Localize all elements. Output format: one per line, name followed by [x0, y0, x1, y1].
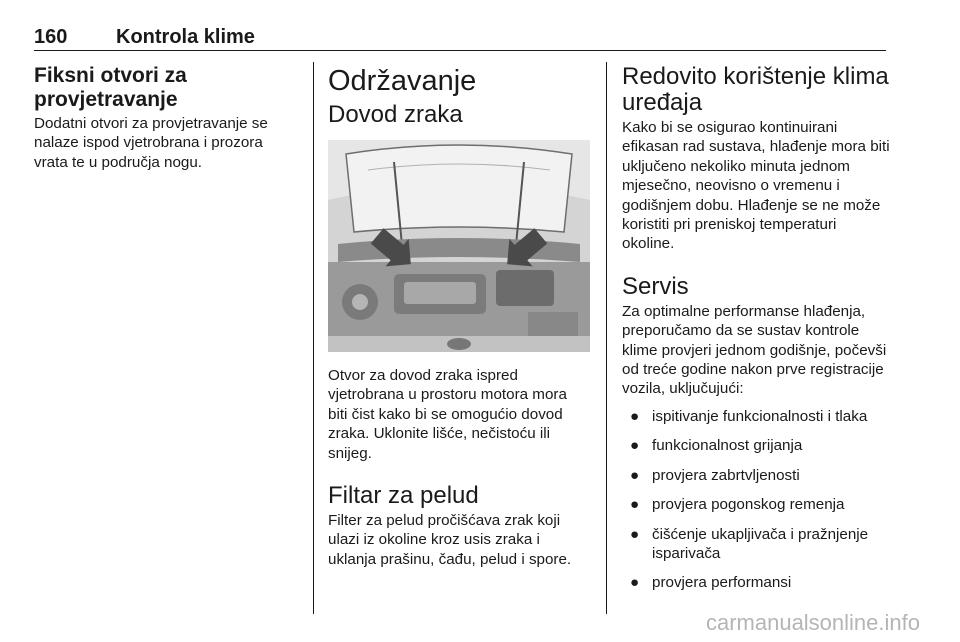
column-regular-use	[622, 64, 890, 603]
column-divider	[606, 62, 607, 614]
air-intake-caption: Otvor za dovod zraka ispred vjetrobrana u prostoru motora mora biti čist kako bi se omogućio dovod zraka. Uklonite lišće, nečistoću ili snijeg.	[328, 367, 567, 462]
service-checklist	[622, 407, 890, 593]
column-maintenance	[328, 64, 590, 569]
bullet-icon: ●	[630, 525, 640, 543]
bullet-icon: ●	[630, 437, 640, 455]
list-item-text: ispitivanje funkcionalnosti i tlaka	[652, 407, 868, 425]
list-item-text: provjera performansi	[652, 574, 792, 592]
fixed-vents-paragraph: Dodatni otvori za provjetravanje se nalaze ispod vjetrobrana i prozora vrata te u područja nogu.	[34, 115, 268, 171]
service-paragraph: Za optimalne performanse hlađenja, preporučamo da se sustav kontrole klime provjeri jednom godišnje, počevši od treće godine nakon prve registracije vozila, uključujući:	[622, 302, 887, 398]
subsection-heading-pollen-filter: Filtar za pelud	[328, 482, 479, 510]
column-divider	[313, 62, 314, 614]
list-item	[622, 495, 890, 514]
list-item	[622, 407, 890, 426]
bullet-icon: ●	[630, 574, 640, 592]
pollen-filter-paragraph: Filter za pelud pročišćava zrak koji ulazi iz okoline kroz usis zraka i uklanja prašinu, čađu, pelud i spore.	[328, 512, 572, 568]
subsection-heading-service: Servis	[622, 272, 689, 300]
column-fixed-vents	[34, 64, 296, 172]
list-item-text: funkcionalnost grijanja	[652, 437, 803, 455]
subsection-heading-air-intake: Dovod zraka	[328, 101, 463, 128]
section-heading-regular-use: Redovito korištenje klima uređaja	[622, 63, 889, 116]
list-item-text: provjera pogonskog remenja	[652, 496, 845, 514]
list-item-text: čišćenje ukapljivača i pražnjenje isparivača	[652, 525, 869, 562]
regular-use-paragraph: Kako bi se osigurao kontinuirani efikasan rad sustava, hlađenje mora biti uključeno nekoliko minuta jednom mjesečno, neovisno o vremenu i godišnjem dobu. Hlađenje se ne može koristiti pri preniskoj temperaturi okoline.	[622, 119, 890, 253]
list-item	[622, 466, 890, 485]
page-number: 160	[34, 26, 68, 48]
list-item	[622, 525, 890, 564]
bullet-icon: ●	[630, 407, 640, 425]
section-heading-fixed-vents: Fiksni otvori za provjetravanje	[34, 64, 187, 111]
list-item	[622, 436, 890, 455]
page-header	[34, 26, 886, 51]
list-item-text: provjera zabrtvljenosti	[652, 466, 800, 484]
section-title-maintenance: Održavanje	[328, 65, 477, 97]
chapter-title: Kontrola klime	[116, 26, 255, 48]
watermark: carmanualsonline.info	[705, 610, 920, 635]
list-item	[622, 573, 890, 592]
bullet-icon: ●	[630, 496, 640, 514]
bullet-icon: ●	[630, 466, 640, 484]
engine-bay-illustration	[328, 140, 590, 352]
